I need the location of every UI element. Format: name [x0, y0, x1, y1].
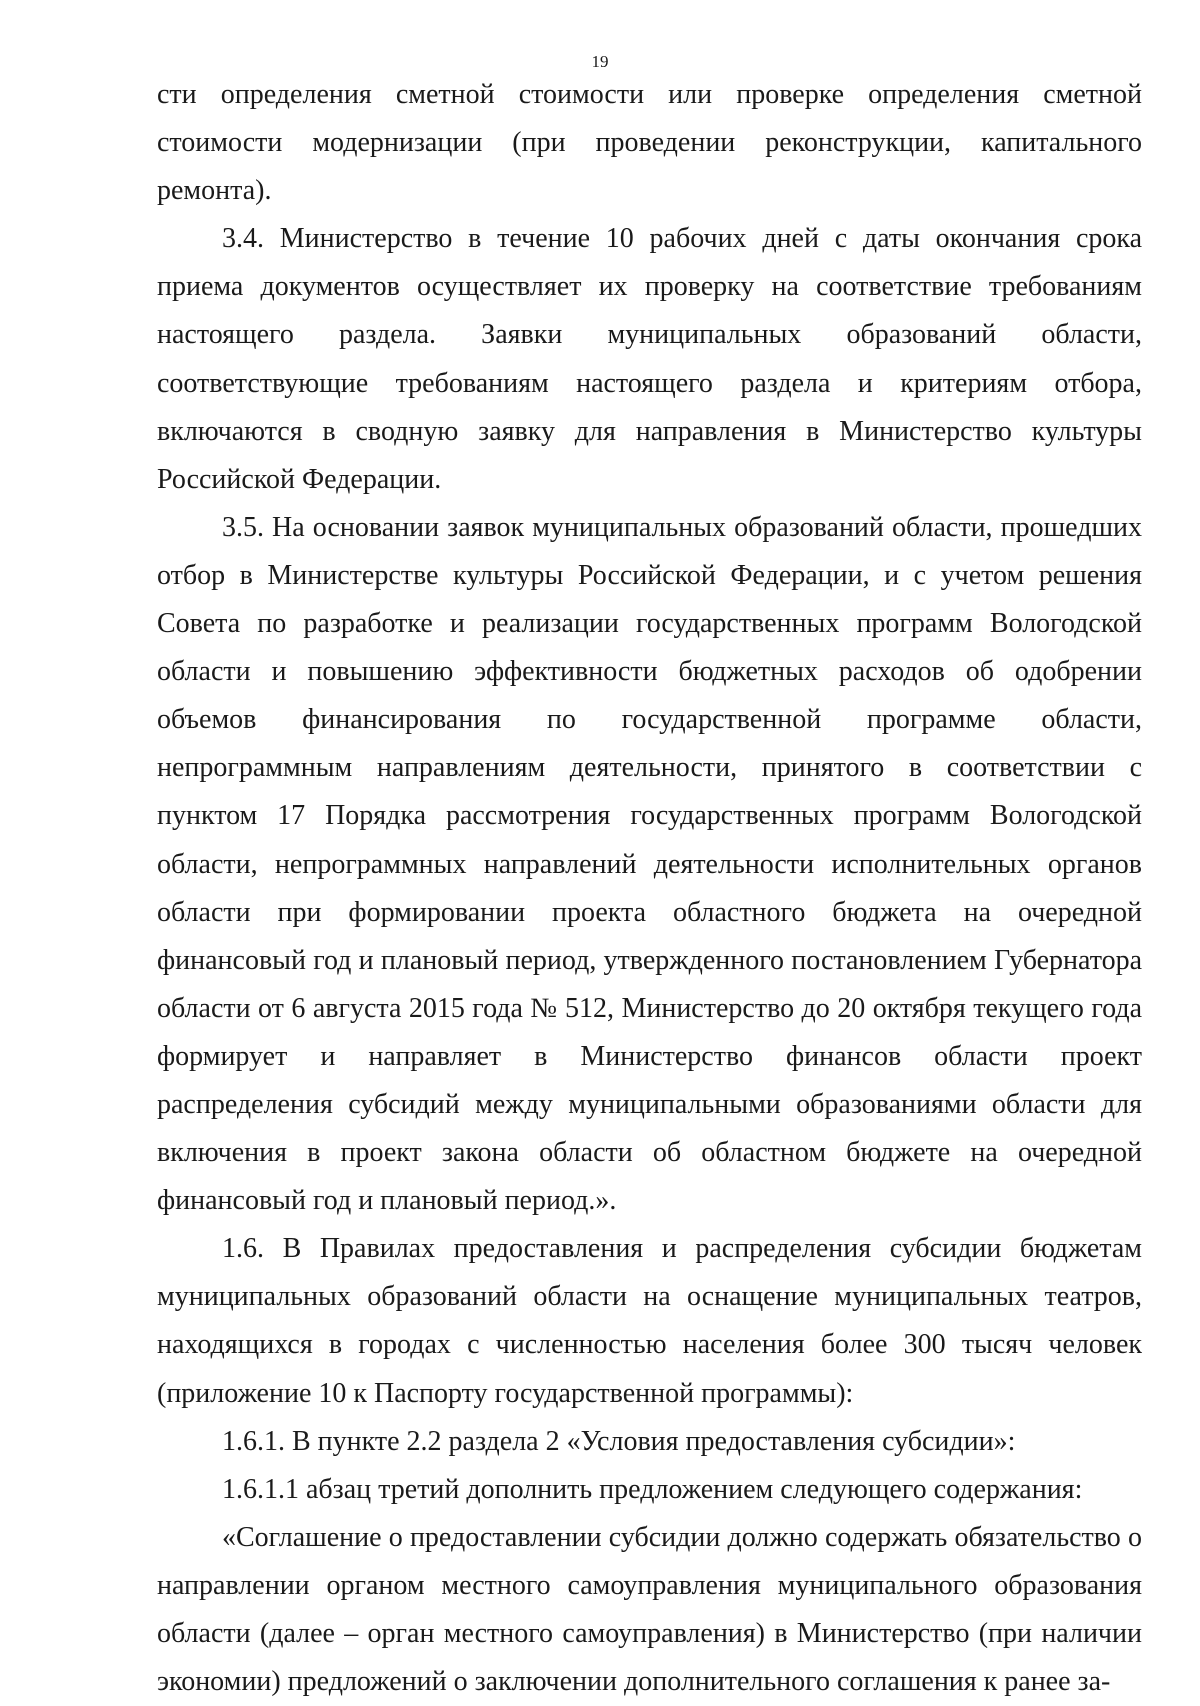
paragraph-3-5: 3.5. На основании заявок муниципальных образований области, прошедших отбор в Министерстве культуры Российской Федерации, и с учетом решения Совета по разработке и реализации государственных программ Вологодской области и повышению эффективности бюджетных расходов об одобрении объемов финансирования по государственной программе области, непрограммным направлениям деятельности, принятого в соответствии с пунктом 17 Порядка рассмотрения государственных программ Вологодской области, непрограммных направлений деятельности исполнительных органов области при формировании проекта областного бюджета на очередной финансовый год и плановый период, утвержденного постановлением Губернатора области от 6 августа 2015 года № 512, Министерство до 20 октября текущего года формирует и направляет в Министерство финансов области проект распределения субсидий между муниципальными образованиями области для включения в проект закона области об областном бюджете на очередной финансовый год и плановый период.». — [157, 511, 1142, 1217]
page-number: 19 — [591, 52, 609, 71]
paragraph-3-4: 3.4. Министерство в течение 10 рабочих дней с даты окончания срока приема документов осуществляет их проверку на соответствие требованиям настоящего раздела. Заявки муниципальных образований области, соответствующие требованиям настоящего раздела и критериям отбора, включаются в сводную заявку для направления в Министерство культуры Российской Федерации. — [157, 223, 1142, 495]
paragraph-quote: «Соглашение о предоставлении субсидии должно содержать обязательство о направлении органом местного самоуправления муниципального образования области (далее – орган местного самоуправления) в Министерство (при наличии экономии) предложений о заключении дополнительного соглашения к ранее за- — [157, 1521, 1142, 1698]
paragraph-continuation: сти определения сметной стоимости или проверке определения сметной стоимости модернизации (при проведении реконструкции, капитального ремонта). — [157, 79, 1142, 207]
paragraph-1-6-1-1: 1.6.1.1 абзац третий дополнить предложением следующего содержания: — [222, 1473, 1083, 1505]
paragraph-1-6: 1.6. В Правилах предоставления и распределения субсидии бюджетам муниципальных образований области на оснащение муниципальных театров, находящихся в городах с численностью населения более 300 тысяч человек (приложение 10 к Паспорту государственной программы): — [157, 1233, 1142, 1409]
document-body — [157, 71, 1142, 1706]
paragraph-1-6-1: 1.6.1. В пункте 2.2 раздела 2 «Условия предоставления субсидии»: — [222, 1425, 1016, 1457]
